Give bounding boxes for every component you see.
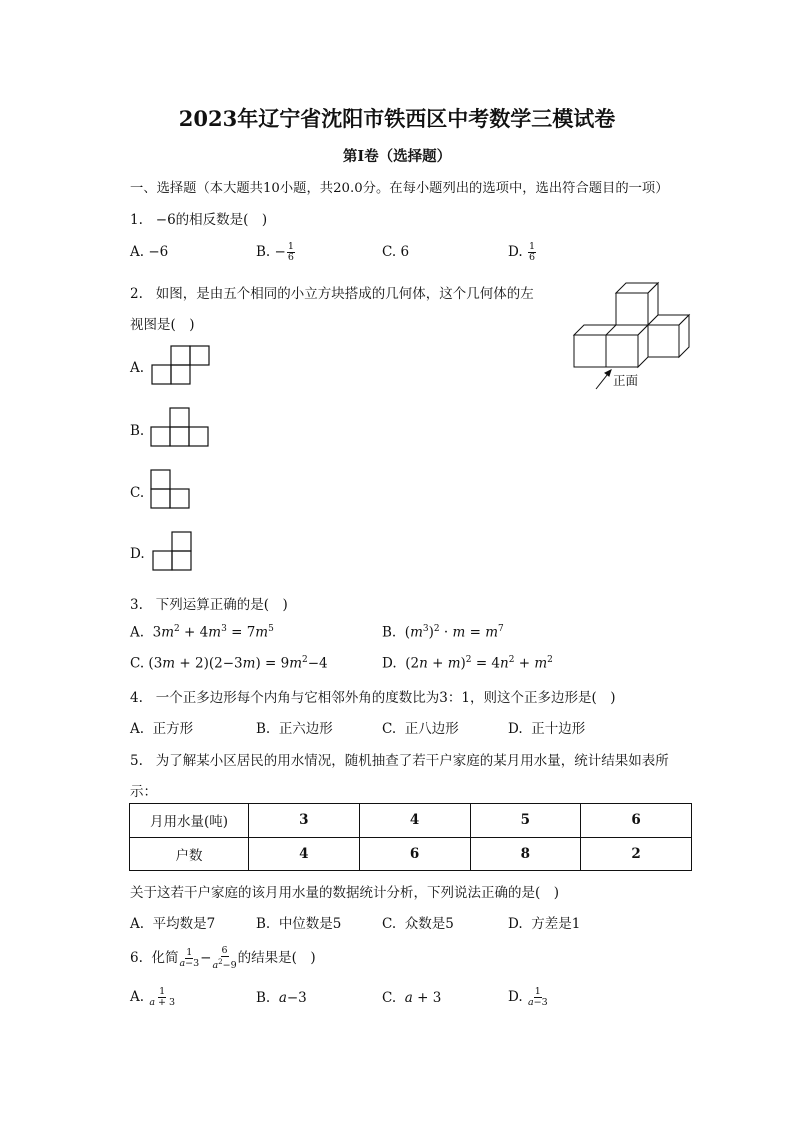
question-stem: 一个正多边形每个内角与它相邻外角的度数比为3：1，则这个正多边形是( ) (155, 690, 616, 706)
question-stem: 下列运算正确的是( ) (155, 597, 288, 613)
q3-option-c: C. $(3m + 2)(2-3m) = 9m^2-4$ (130, 655, 328, 672)
fraction: $\frac{1}{a + 3}$ (149, 986, 176, 1008)
question-number: 6. (130, 950, 143, 967)
q1-option-a: A. −6 (130, 244, 169, 260)
q3-option-b: B. $(m^3)^2 \cdot m = m^7$ (382, 624, 504, 641)
q2-option-b-figure (150, 407, 212, 449)
table-row (130, 804, 692, 838)
fraction: $\frac{1}{6}$ (287, 241, 294, 263)
table-header-cell: 户数 (130, 837, 249, 871)
table-cell: 3 (249, 804, 360, 838)
q1-option-c: C. 6 (382, 244, 410, 260)
question-2-line2: 视图是( ) (130, 317, 195, 333)
q5-option-a: A. 平均数是7 (130, 916, 216, 932)
fraction: $\frac{1}{6}$ (528, 241, 535, 263)
q6-option-a: A. $\frac{1}{a + 3}$ (130, 986, 176, 1008)
q1-option-d: D. $\frac{1}{6}$ (508, 241, 535, 263)
question-number: 2. (130, 286, 143, 302)
question-stem: −6的相反数是( ) (155, 212, 268, 228)
table-cell: 8 (470, 837, 581, 871)
section-subtitle: 第I卷（选择题） (342, 148, 452, 165)
question-number: 4. (130, 690, 143, 706)
question-stem: 为了解某小区居民的用水情况，随机抽查了若干户家庭的某月用水量，统计结果如表所 (155, 753, 669, 769)
question-stem: 化简 (151, 950, 179, 967)
figure-label-front: 正面 (613, 373, 639, 388)
q2-option-a-figure (151, 345, 213, 387)
table-cell: 6 (581, 804, 692, 838)
q5-option-b: B. 中位数是5 (256, 916, 342, 932)
fraction: $\frac{1}{a-3}$ (527, 986, 548, 1008)
table-header-cell: 月用水量(吨) (130, 804, 249, 838)
table-cell: 4 (249, 837, 360, 871)
question-number: 5. (130, 753, 143, 769)
q2-option-c-label: C. (130, 485, 145, 501)
question-5-followup: 关于这若干户家庭的该月用水量的数据统计分析，下列说法正确的是( ) (130, 885, 560, 901)
page-title: 2023年辽宁省沈阳市铁西区中考数学三模试卷 (178, 106, 616, 131)
q4-option-c: C. 正八边形 (382, 721, 459, 737)
q2-option-a-label: A. (130, 360, 145, 376)
q4-option-a: A. 正方形 (130, 721, 194, 737)
question-number: 1. (130, 212, 143, 228)
question-stem: 如图，是由五个相同的小立方块搭成的几何体，这个几何体的左 (155, 286, 534, 302)
question-1 (130, 208, 267, 228)
q6-option-c: C. a + 3 (382, 990, 442, 1006)
q2-option-c-figure (150, 469, 194, 511)
water-usage-table (129, 803, 692, 871)
q1-option-b: B. − $\frac{1}{6}$ (256, 241, 294, 263)
table-cell: 4 (359, 804, 470, 838)
q3-option-a: A. $3m^2 + 4m^3 = 7m^5$ (130, 624, 274, 641)
question-6: 6. 化简 $\frac{1}{a-3}$ − $\frac{6}{a^2-9}$ 的结果是( ) (130, 945, 316, 972)
question-5-line2: 示： (130, 784, 157, 800)
q2-option-b-label: B. (130, 423, 145, 439)
q3-option-d: D. $(2n + m)^2 = 4n^2 + m^2$ (382, 655, 553, 672)
question-number: 3. (130, 597, 143, 613)
fraction: $\frac{6}{a^2-9}$ (212, 945, 237, 972)
question-4 (130, 686, 615, 706)
q2-option-d-label: D. (130, 546, 145, 562)
q4-option-b: B. 正六边形 (256, 721, 333, 737)
question-3 (130, 593, 288, 613)
section-instructions: 一、选择题（本大题共10小题，共20.0分。在每小题列出的选项中，选出符合题目的一项） (130, 181, 669, 196)
question-2 (130, 282, 534, 302)
q5-option-d: D. 方差是1 (508, 916, 581, 932)
table-cell: 6 (359, 837, 470, 871)
fraction: $\frac{1}{a-3}$ (179, 947, 200, 970)
q6-option-d: D. $\frac{1}{a-3}$ (508, 986, 548, 1008)
question-5 (130, 749, 669, 769)
q6-option-b: B. a−3 (256, 990, 307, 1006)
table-cell: 2 (581, 837, 692, 871)
q4-option-d: D. 正十边形 (508, 721, 586, 737)
table-cell: 5 (470, 804, 581, 838)
q5-option-c: C. 众数是5 (382, 916, 454, 932)
q2-option-d-figure (152, 531, 196, 573)
table-row (130, 837, 692, 871)
